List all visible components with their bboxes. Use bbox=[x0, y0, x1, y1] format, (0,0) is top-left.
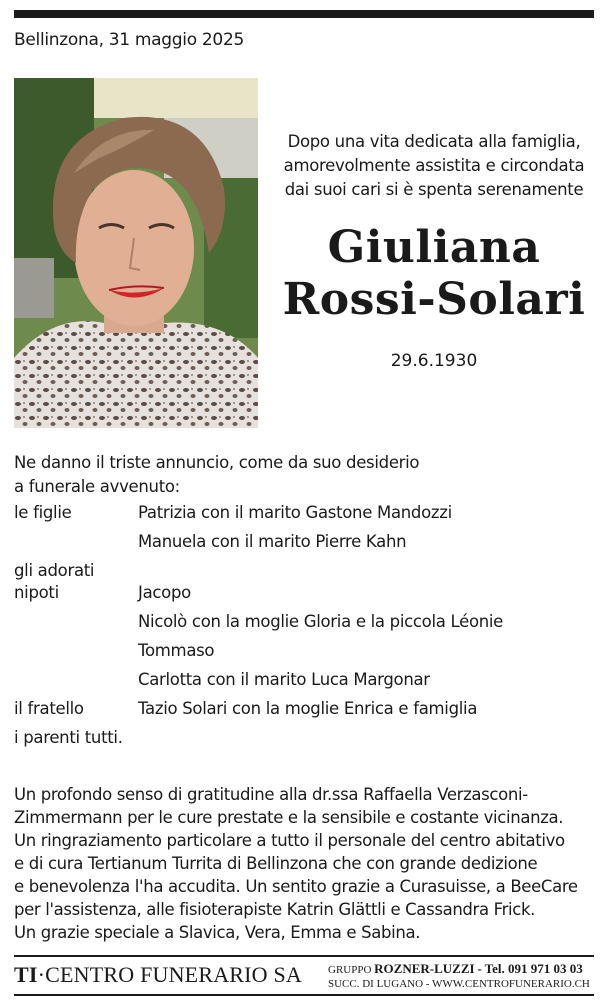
place-date: Bellinzona, 31 maggio 2025 bbox=[14, 30, 244, 50]
brand-prefix: TI bbox=[14, 962, 38, 987]
intro-text bbox=[268, 130, 600, 202]
thanks-paragraph bbox=[14, 783, 578, 944]
first-name: Giuliana bbox=[327, 222, 541, 273]
brand-dot: · bbox=[37, 962, 46, 987]
brother-entry: Tazio Solari con la moglie Enrica e famiglia bbox=[138, 699, 478, 718]
group-name: ROZNER-LUZZI bbox=[374, 961, 475, 976]
intro-line: dai suoi cari si è spenta serenamente bbox=[284, 180, 584, 199]
last-name: Rossi-Solari bbox=[282, 274, 586, 325]
footer-bottom-rule bbox=[14, 994, 594, 996]
announcement-line: a funerale avvenuto: bbox=[14, 477, 180, 496]
group-label: GRUPPO bbox=[328, 964, 372, 976]
grandchildren-label: gli adorati bbox=[14, 561, 95, 580]
thanks-line: Un ringraziamento particolare a tutto il personale del centro abitativo bbox=[14, 831, 565, 850]
brother-label: il fratello bbox=[14, 699, 84, 718]
thanks-line: e di cura Tertianum Turrita di Bellinzona che con grande dedizione bbox=[14, 854, 538, 873]
thanks-line: per l'assistenza, alle fisioterapiste Katrin Glättli e Cassandra Frick. bbox=[14, 900, 536, 919]
deceased-name bbox=[268, 222, 600, 326]
portrait-photo bbox=[14, 78, 258, 428]
intro-line: amorevolmente assistita e circondata bbox=[283, 156, 585, 175]
intro-line: Dopo una vita dedicata alla famiglia, bbox=[287, 132, 581, 151]
top-rule bbox=[14, 10, 594, 18]
funeral-home-contact bbox=[328, 962, 590, 991]
thanks-line: Un grazie speciale a Slavica, Vera, Emma e Sabina. bbox=[14, 923, 421, 942]
phone: - Tel. 091 971 03 03 bbox=[477, 961, 583, 976]
brand-name: CENTRO FUNERARIO SA bbox=[45, 962, 302, 987]
grandchild-entry: Tommaso bbox=[138, 641, 215, 660]
daughter-entry: Patrizia con il marito Gastone Mandozzi bbox=[138, 503, 452, 522]
succ-label: SUCC. DI LUGANO bbox=[328, 978, 424, 990]
thanks-line: Zimmermann per le cure prestate e la sensibile e costante vicinanza. bbox=[14, 808, 564, 827]
thanks-line: e benevolenza l'ha accudita. Un sentito grazie a Curasuisse, a BeeCare bbox=[14, 877, 578, 896]
birth-date: 29.6.1930 bbox=[390, 351, 478, 371]
other-relatives: i parenti tutti. bbox=[14, 728, 123, 747]
website: - WWW.CENTROFUNERARIO.CH bbox=[425, 978, 590, 990]
announcement-line: Ne danno il triste annuncio, come da suo desiderio bbox=[14, 453, 420, 472]
thanks-line: Un profondo senso di gratitudine alla dr.ssa Raffaella Verzasconi- bbox=[14, 785, 528, 804]
announcement bbox=[14, 451, 419, 499]
footer-rule bbox=[14, 955, 594, 957]
daughter-entry: Manuela con il marito Pierre Kahn bbox=[138, 532, 407, 551]
grandchild-entry: Jacopo bbox=[138, 583, 191, 602]
grandchild-entry: Carlotta con il marito Luca Margonar bbox=[138, 670, 430, 689]
grandchild-entry: Nicolò con la moglie Gloria e la piccola Léonie bbox=[138, 612, 504, 631]
funeral-home-brand bbox=[14, 962, 302, 988]
daughters-label: le figlie bbox=[14, 503, 72, 522]
grandchildren-label: nipoti bbox=[14, 583, 59, 602]
